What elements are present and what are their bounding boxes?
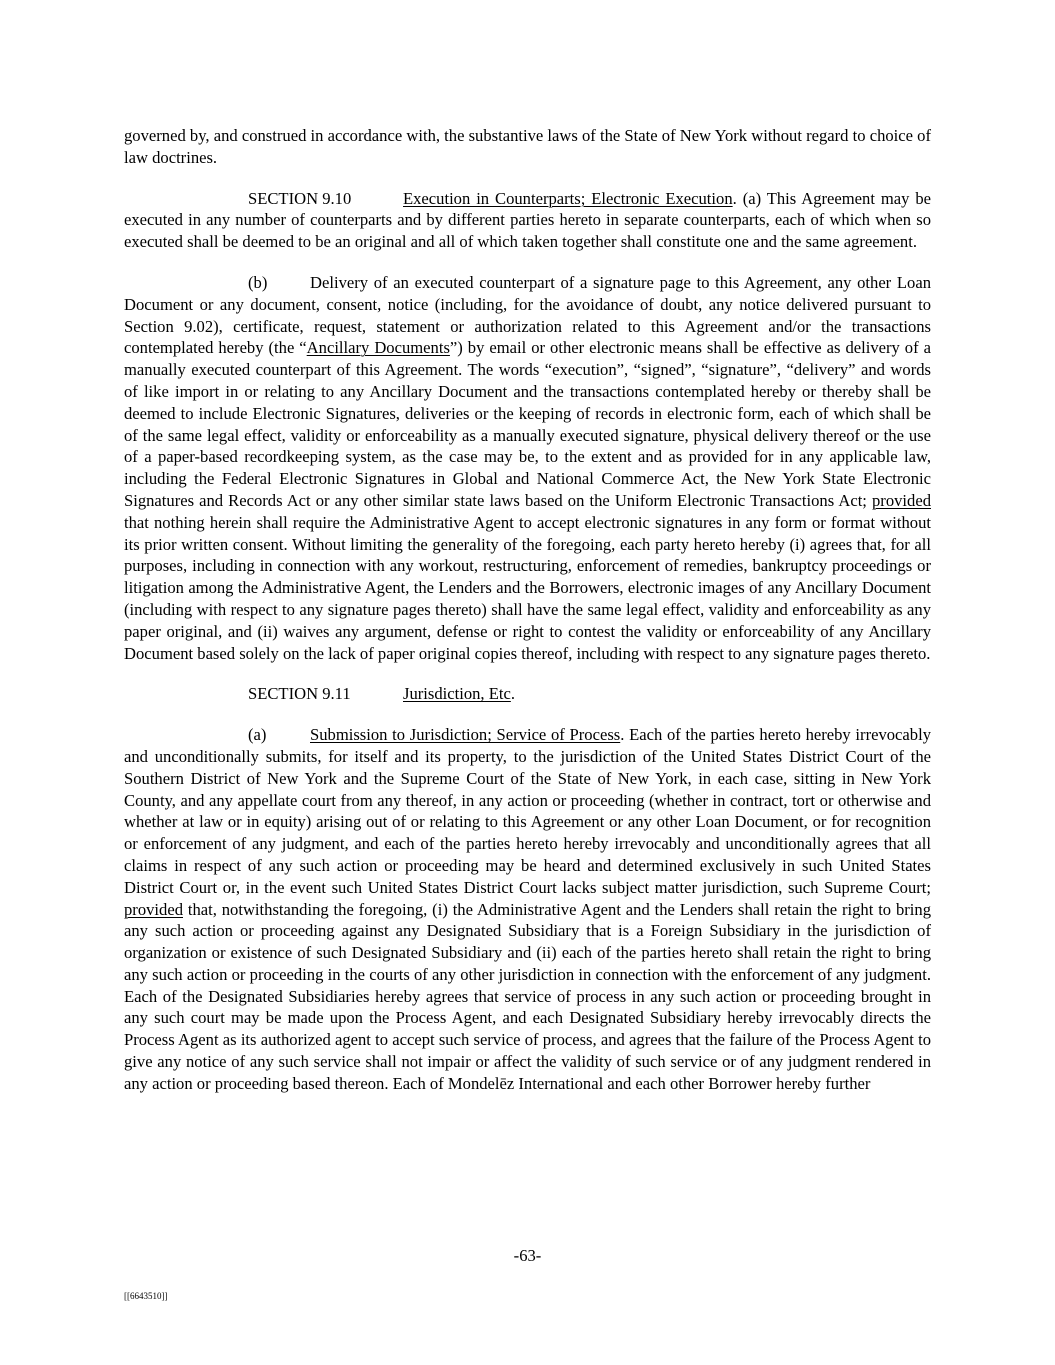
section-9-11-period: .	[510, 684, 515, 704]
document-body	[124, 125, 931, 1095]
clause-a-text-2: that, notwithstanding the foregoing, (i) the Administrative Agent and the Lenders shall retain the right to bring any such action or proceeding against any Designated Subsidiary that is a Foreign Subsidiary in the jurisdiction of organization or existence of such Designated Subsidiary and (ii) each of the parties hereto shall retain the right to bring any such action or proceeding in the courts of any other jurisdiction in connection with the enforcement of any judgment. Each of the Designated Subsidiaries hereby agrees that service of process in any such action or proceeding brought in any such court may be made upon the Process Agent, and each Designated Subsidiary hereby irrevocably directs the Process Agent as its authorized agent to accept such service of process, and agrees that the failure of the Process Agent to give any notice of any such service shall not impair or affect the validity of such service or of any judgment rendered in any action or proceeding based thereon. Each of Mondelēz International and each other Borrower hereby further	[124, 899, 931, 1093]
section-9-11-number: SECTION 9.11	[248, 684, 351, 704]
clause-a-label: (a)	[248, 725, 267, 745]
section-9-10-b-paragraph	[124, 272, 931, 664]
provided-term-2: provided	[124, 899, 183, 919]
clause-b-text-1: Delivery of an executed counterpart of a signature page to this Agreement, any other Loan Document or any document, consent, notice (including, for the avoidance of doubt, any notice delivered pursuant to Section 9.02), certificate, request, statement or authorization related to this Agreement and/or the transactions contemplated hereby (the “	[124, 272, 931, 358]
section-9-11-a-paragraph	[124, 724, 931, 1095]
section-9-10-body: . (a) This Agreement may be executed in any number of counterparts and by different parties hereto in separate counterparts, each of which when so executed shall be deemed to be an original and all of which taken together shall constitute one and the same agreement.	[124, 188, 931, 252]
clause-a-title: Submission to Jurisdiction; Service of Process	[310, 725, 621, 745]
document-id: [[6643510]]	[124, 1291, 168, 1301]
section-9-11-title: Jurisdiction, Etc	[403, 684, 511, 704]
section-9-10-number: SECTION 9.10	[248, 188, 352, 208]
section-9-10-title: Execution in Counterparts; Electronic Execution	[403, 188, 733, 208]
clause-b-label: (b)	[248, 272, 268, 292]
clause-b-text-3: that nothing herein shall require the Administrative Agent to accept electronic signatures in any form or format without its prior written consent. Without limiting the generality of the foregoing, each party hereto hereby (i) agrees that, for all purposes, including in connection with any workout, restructuring, enforcement of remedies, bankruptcy proceedings or litigation among the Administrative Agent, the Lenders and the Borrowers, electronic images of any Ancillary Document (including with respect to any signature pages thereto) shall have the same legal effect, validity and enforceability as any paper original, and (ii) waives any argument, defense or right to contest the validity or enforceability of any Ancillary Document based solely on the lack of paper original copies thereof, including with respect to any signature pages thereto.	[124, 512, 931, 663]
page-number: -63-	[513, 1246, 542, 1265]
section-9-10-paragraph	[124, 188, 931, 253]
provided-term: provided	[872, 490, 931, 510]
ancillary-documents-term: Ancillary Documents	[306, 338, 450, 358]
paragraph-governing-law: governed by, and construed in accordance with, the substantive laws of the State of New York without regard to choice of law doctrines.	[124, 126, 931, 167]
clause-a-text-1: . Each of the parties hereto hereby irrevocably and unconditionally submits, for itself and its property, to the jurisdiction of the United States District Court of the Southern District of New York and the Supreme Court of the State of New York, in each case, sitting in New York County, and any appellate court from any thereof, in any action or proceeding (whether in contract, tort or otherwise and whether at law or in equity) arising out of or relating to this Agreement or any other Loan Document, or for recognition or enforcement of any judgment, and each of the parties hereto hereby irrevocably and unconditionally agrees that all claims in respect of any such action or proceeding may be heard and determined exclusively in such United States District Court or, in the event such United States District Court lacks subject matter jurisdiction, such Supreme Court;	[124, 725, 931, 897]
clause-b-text-2: ”) by email or other electronic means shall be effective as delivery of a manually executed counterpart of this Agreement. The words “execution”, “signed”, “signature”, “delivery” and words of like import in or relating to any Ancillary Document and the transactions contemplated hereby or thereby shall be deemed to include Electronic Signatures, deliveries or the keeping of records in electronic form, each of which shall be of the same legal effect, validity or enforceability as a manually executed signature, physical delivery thereof or the use of a paper-based recordkeeping system, as the case may be, to the extent and as provided for in any applicable law, including the Federal Electronic Signatures in Global and National Commerce Act, the New York State Electronic Signatures and Records Act or any other similar state laws based on the Uniform Electronic Transactions Act;	[124, 338, 931, 510]
section-9-11-heading	[124, 683, 931, 705]
